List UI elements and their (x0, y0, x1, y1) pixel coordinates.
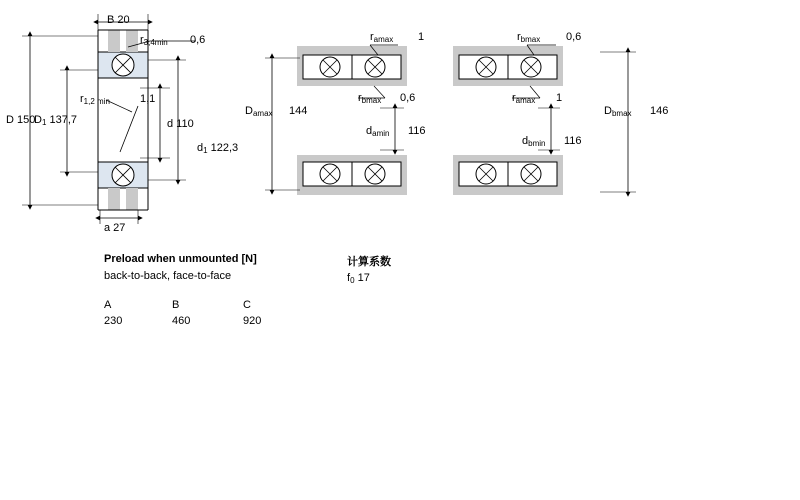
label-B: B 20 (107, 14, 130, 26)
label-dbmin: $d_{bmin}$ (522, 135, 546, 148)
label-r12min: $r_{1,2 min}$ (80, 93, 110, 106)
label-Damax: $D_{amax}$ (245, 105, 273, 118)
preload-col-a-value: 230 (104, 315, 123, 327)
preload-col-b-value: 460 (172, 315, 191, 327)
left-bearing-ball-lower (112, 164, 134, 186)
label-ramax-top-left: $r_{amax}$ (370, 31, 394, 44)
pair-right-bearing (453, 46, 563, 195)
left-bearing-ball-upper (112, 54, 134, 76)
label-ramax-mid-value: 1 (556, 92, 563, 104)
label-damin: $d_{amin}$ (366, 125, 390, 138)
label-r34min: $r_{3,4min}$ (140, 34, 168, 47)
calc-factor: $f_0$ 17 (347, 272, 370, 285)
label-ramax-mid: $r_{amax}$ (512, 92, 536, 105)
label-damin-value: 116 (408, 125, 426, 137)
preload-col-b-header: B (172, 299, 180, 311)
label-rbmax-top-right: $r_{bmax}$ (517, 31, 541, 44)
label-r34min-value: 0,6 (190, 34, 206, 46)
preload-col-c-header: C (243, 299, 251, 311)
label-Dbmax: $D_{bmax}$ (604, 105, 632, 118)
preload-col-a-header: A (104, 299, 112, 311)
preload-subtitle: back-to-back, face-to-face (104, 270, 232, 282)
label-D1: $D_1$ 137,7 (34, 114, 77, 127)
label-Damax-value: 144 (289, 105, 308, 117)
label-d1: $d_1$ 122,3 (197, 142, 239, 155)
label-rbmax-mid: $r_{bmax}$ (358, 92, 382, 105)
label-ramax-top-left-value: 1 (418, 31, 425, 43)
preload-col-c-value: 920 (243, 315, 262, 327)
label-rbmax-mid-value: 0,6 (400, 92, 416, 104)
dim-Dbmax (600, 52, 636, 192)
label-Dbmax-value: 146 (650, 105, 669, 117)
calc-title: 计算系数 (347, 256, 391, 268)
label-d: d 110 (167, 118, 194, 130)
dim-Damax (265, 58, 300, 190)
label-rbmax-top-right-value: 0,6 (566, 31, 582, 43)
label-a: a 27 (104, 222, 126, 234)
label-D: D 150 (6, 114, 36, 126)
preload-title: Preload when unmounted [N] (104, 253, 257, 265)
pair-left-bearing (297, 46, 407, 195)
label-dbmin-value: 116 (564, 135, 582, 147)
label-r12min-value: 1,1 (140, 93, 156, 105)
